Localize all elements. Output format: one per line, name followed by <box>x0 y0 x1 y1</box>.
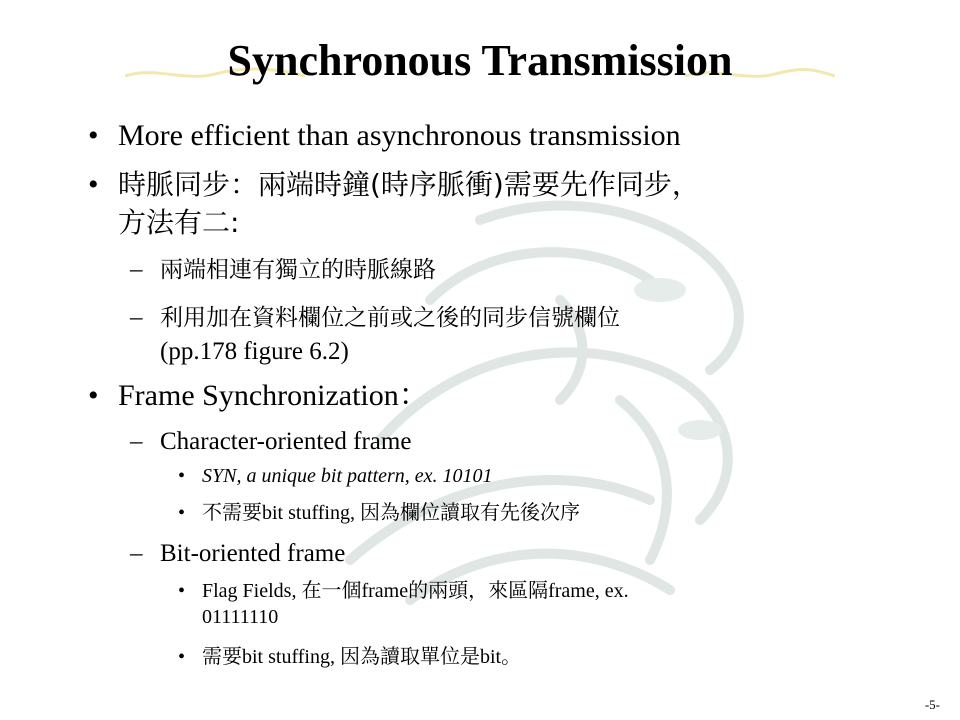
bullet-marker: • <box>178 465 186 487</box>
sub-sub-item-no-bit-stuffing: 不需要bit stuffing, 因為欄位讀取有先後次序 <box>202 502 580 524</box>
bullet-marker: • <box>88 379 99 412</box>
sub-item-bit-oriented: Bit-oriented frame <box>160 540 346 567</box>
sub-item-separate-clock-line: 兩端相連有獨立的時脈線路 <box>160 257 436 283</box>
dash-marker: – <box>130 256 143 283</box>
sub-item-sync-signal-field-line2: (pp.178 figure 6.2) <box>160 338 349 365</box>
bullet-efficiency: More efficient than asynchronous transmission <box>118 119 681 152</box>
sub-sub-item-needs-bit-stuffing: 需要bit stuffing, 因為讀取單位是bit。 <box>202 646 522 668</box>
dash-marker: – <box>130 540 143 567</box>
bullet-marker: • <box>88 119 99 152</box>
sub-item-character-oriented: Character-oriented frame <box>160 428 412 455</box>
sub-item-sync-signal-field-line1: 利用加在資料欄位之前或之後的同步信號欄位 <box>160 305 620 331</box>
dash-marker: – <box>130 428 143 455</box>
slide-title: Synchronous Transmission <box>227 36 733 85</box>
bullet-marker: • <box>178 580 186 602</box>
sub-sub-item-syn-pattern: SYN, a unique bit pattern, ex. 10101 <box>202 465 493 487</box>
dash-marker: – <box>130 304 143 331</box>
bullet-clock-sync-line2: 方法有二: <box>118 206 240 239</box>
bullet-clock-sync-line1: 時脈同步：兩端時鐘(時序脈衝)需要先作同步， <box>118 168 700 201</box>
bullet-marker: • <box>88 168 99 201</box>
bullet-marker: • <box>178 502 186 524</box>
page-number: -5- <box>924 697 940 712</box>
bullet-marker: • <box>178 646 186 668</box>
sub-sub-item-flag-fields-line2: 01111110 <box>202 606 279 628</box>
bullet-frame-sync: Frame Synchronization： <box>118 379 429 412</box>
sub-sub-item-flag-fields-line1: Flag Fields, 在一個frame的兩頭，來區隔frame, ex. <box>202 580 629 602</box>
